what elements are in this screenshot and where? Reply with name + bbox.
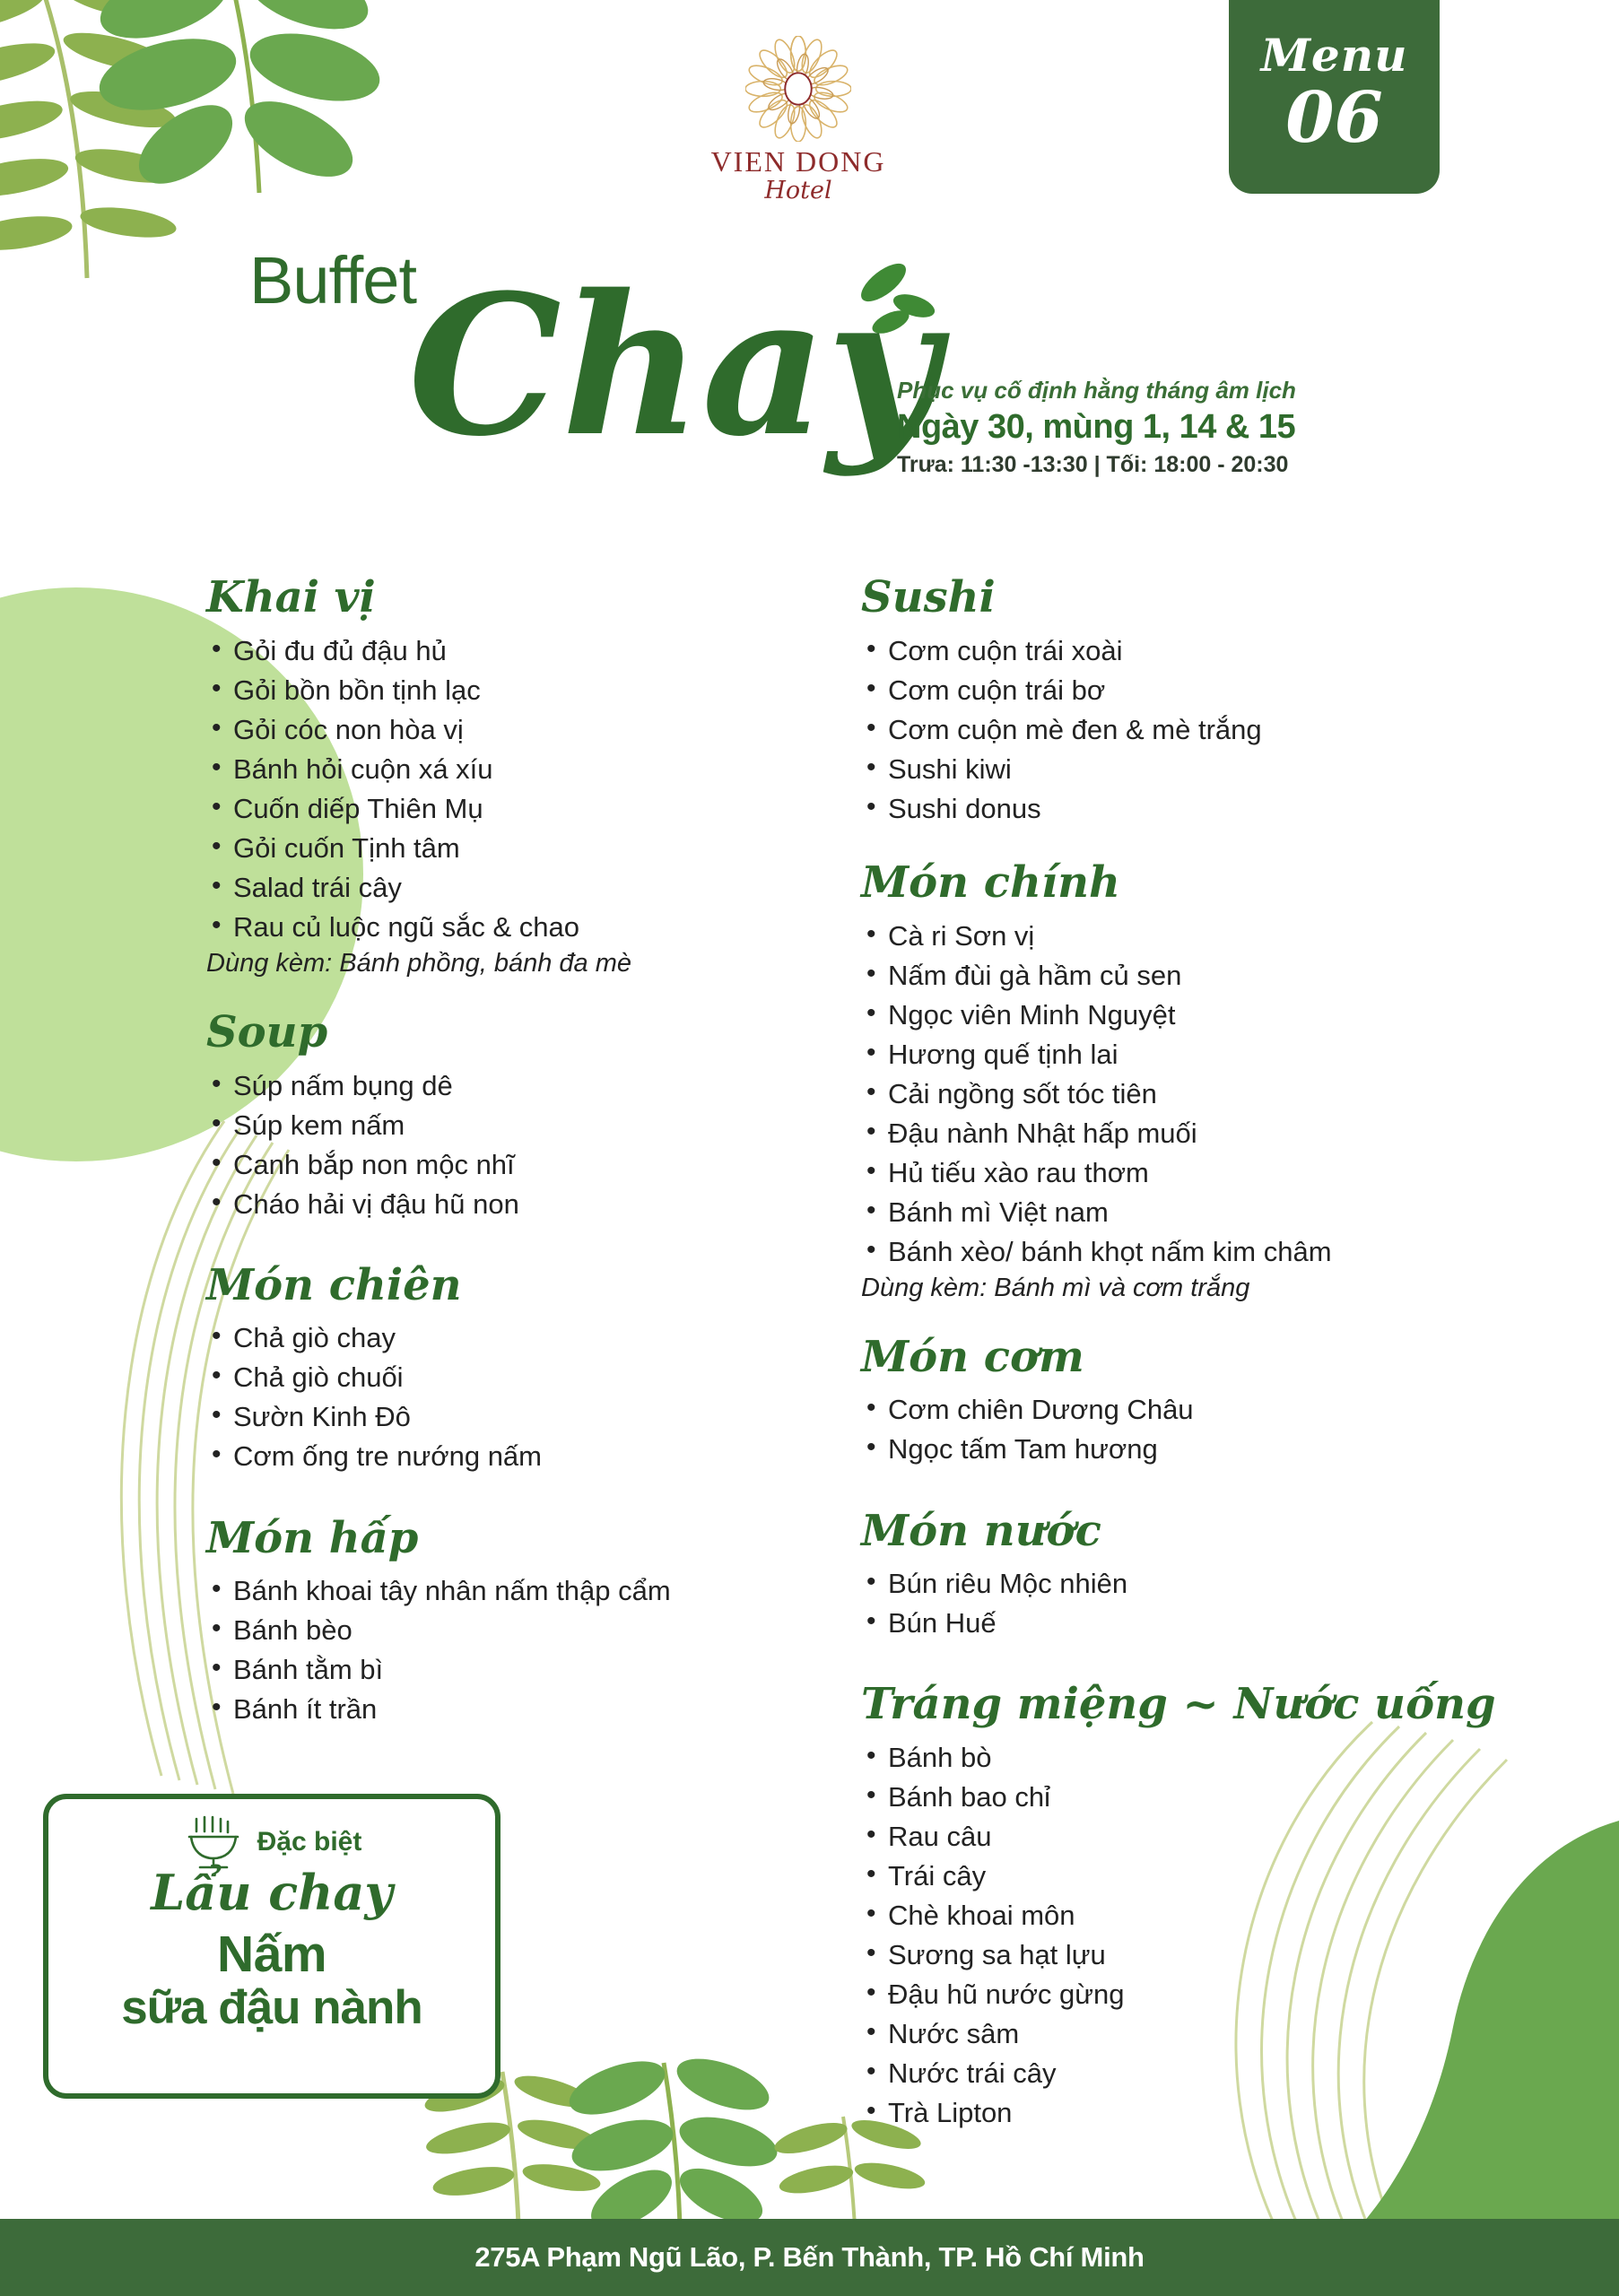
sunflower-icon	[745, 36, 851, 142]
menu-item: • Cuốn diếp Thiên Mụ	[206, 789, 780, 829]
menu-item: • Trái cây	[861, 1857, 1489, 1896]
section-items	[206, 631, 780, 947]
menu-item: • Sushi kiwi	[861, 750, 1489, 789]
special-label: Đặc biệt	[257, 1827, 362, 1857]
section-items	[861, 631, 1489, 829]
menu-item: • Cơm cuộn mè đen & mè trắng	[861, 710, 1489, 750]
menu-item: • Ngọc tấm Tam hương	[861, 1430, 1489, 1469]
menu-item: • Chè khoai môn	[861, 1896, 1489, 1935]
menu-item: • Gỏi cuốn Tịnh tâm	[206, 829, 780, 868]
section-items	[861, 1390, 1489, 1469]
section-items	[861, 1738, 1489, 2133]
menu-item: • Trà Lipton	[861, 2093, 1489, 2133]
menu-item: • Salad trái cây	[206, 868, 780, 908]
menu-section	[206, 574, 780, 978]
footer-address: 275A Phạm Ngũ Lão, P. Bến Thành, TP. Hồ Chí Minh	[474, 2241, 1145, 2273]
schedule-line-2: Ngày 30, mùng 1, 14 & 15	[897, 408, 1296, 446]
section-note: Dùng kèm: Bánh phồng, bánh đa mè	[206, 948, 631, 978]
section-title: Soup	[206, 1006, 328, 1057]
section-items	[861, 1564, 1489, 1643]
menu-item: • Súp nấm bụng dê	[206, 1066, 780, 1106]
menu-item: • Bánh mì Việt nam	[861, 1193, 1489, 1232]
menu-item: • Gỏi bồn bồn tịnh lạc	[206, 671, 780, 710]
menu-item: • Hủ tiếu xào rau thơm	[861, 1153, 1489, 1193]
menu-item: • Chả giò chay	[206, 1318, 780, 1358]
menu-item: • Bánh xèo/ bánh khọt nấm kim châm	[861, 1232, 1489, 1272]
menu-item: • Nước trái cây	[861, 2054, 1489, 2093]
menu-column-left	[206, 574, 780, 1736]
menu-item: • Sushi donus	[861, 789, 1489, 829]
menu-section	[206, 1006, 780, 1224]
menu-item: • Bún Huế	[861, 1604, 1489, 1643]
special-name-line-2: sữa đậu nành	[121, 1981, 422, 2034]
menu-item: • Bánh khoai tây nhân nấm thập cẩm	[206, 1571, 780, 1611]
schedule-line-3: Trưa: 11:30 -13:30 | Tối: 18:00 - 20:30	[897, 452, 1289, 477]
section-note: Dùng kèm: Bánh mì và cơm trắng	[861, 1273, 1250, 1302]
menu-section	[861, 574, 1489, 829]
menu-item: • Bánh tằm bì	[206, 1650, 780, 1690]
menu-item: • Nước sâm	[861, 2014, 1489, 2054]
section-title: Món cơm	[861, 1331, 1084, 1382]
menu-section	[861, 1505, 1489, 1644]
section-title: Món chiên	[206, 1259, 462, 1310]
section-items	[206, 1571, 780, 1729]
menu-item: • Ngọc viên Minh Nguyệt	[861, 996, 1489, 1035]
logo-subtitle: Hotel	[764, 177, 832, 204]
title-buffet: Buffet	[249, 243, 417, 317]
section-title: Khai vị	[206, 572, 376, 622]
hotel-logo	[691, 36, 906, 204]
menu-item: • Rau củ luộc ngũ sắc & chao	[206, 908, 780, 947]
menu-section	[861, 1679, 1496, 2133]
menu-section	[206, 1512, 780, 1730]
menu-section	[206, 1259, 780, 1477]
menu-item: • Súp kem nấm	[206, 1106, 780, 1145]
menu-badge-number: 06	[1285, 76, 1383, 159]
menu-item: • Bún riêu Mộc nhiên	[861, 1564, 1489, 1604]
section-items	[206, 1066, 780, 1224]
schedule-line-1: Phục vụ cố định hằng tháng âm lịch	[897, 377, 1296, 404]
menu-item: • Cơm cuộn trái xoài	[861, 631, 1489, 671]
menu-item: • Chả giò chuối	[206, 1358, 780, 1397]
menu-item: • Đậu hũ nước gừng	[861, 1975, 1489, 2014]
menu-number-badge	[1229, 0, 1440, 194]
menu-section	[861, 859, 1489, 1303]
menu-item: • Cơm chiên Dương Châu	[861, 1390, 1489, 1430]
section-title: Tráng miệng ~ Nước uống	[861, 1679, 1496, 1730]
menu-item: • Cơm ống tre nướng nấm	[206, 1437, 780, 1476]
menu-item: • Canh bắp non mộc nhĩ	[206, 1145, 780, 1185]
menu-item: • Bánh ít trần	[206, 1690, 780, 1729]
menu-item: • Bánh bèo	[206, 1611, 780, 1650]
menu-column-right	[861, 572, 1496, 2140]
footer-address-bar	[0, 2219, 1619, 2296]
section-title: Món hấp	[206, 1512, 419, 1563]
menu-item: • Bánh bò	[861, 1738, 1489, 1778]
logo-name: VIEN DONG	[710, 145, 886, 178]
menu-item: • Cà ri Sơn vị	[861, 917, 1489, 956]
menu-item: • Gỏi đu đủ đậu hủ	[206, 631, 780, 671]
special-hotpot-box	[43, 1794, 500, 2099]
section-title: Món nước	[861, 1505, 1101, 1556]
menu-item: • Đậu nành Nhật hấp muối	[861, 1114, 1489, 1153]
hotpot-icon	[182, 1813, 245, 1871]
special-name-line-1: Nấm	[216, 1926, 327, 1983]
section-items	[206, 1318, 780, 1476]
menu-item: • Bánh hỏi cuộn xá xíu	[206, 750, 780, 789]
menu-item: • Cháo hải vị đậu hũ non	[206, 1185, 780, 1224]
menu-badge-word: Menu	[1260, 28, 1408, 82]
menu-item: • Bánh bao chỉ	[861, 1778, 1489, 1817]
menu-item: • Sương sa hạt lựu	[861, 1935, 1489, 1975]
special-script-title: Lẩu chay	[151, 1864, 393, 1921]
menu-item: • Cơm cuộn trái bơ	[861, 671, 1489, 710]
menu-item: • Rau câu	[861, 1817, 1489, 1857]
menu-item: • Hương quế tịnh lai	[861, 1035, 1489, 1074]
schedule-block	[897, 377, 1296, 478]
menu-item: • Nấm đùi gà hầm củ sen	[861, 956, 1489, 996]
menu-item: • Cải ngồng sốt tóc tiên	[861, 1074, 1489, 1114]
menu-section	[861, 1331, 1489, 1470]
title-chay: Chay	[408, 252, 939, 479]
section-title: Sushi	[861, 572, 996, 622]
section-title: Món chính	[861, 857, 1120, 908]
menu-item: • Gỏi cóc non hòa vị	[206, 710, 780, 750]
menu-item: • Sườn Kinh Đô	[206, 1397, 780, 1437]
section-items	[861, 917, 1489, 1272]
